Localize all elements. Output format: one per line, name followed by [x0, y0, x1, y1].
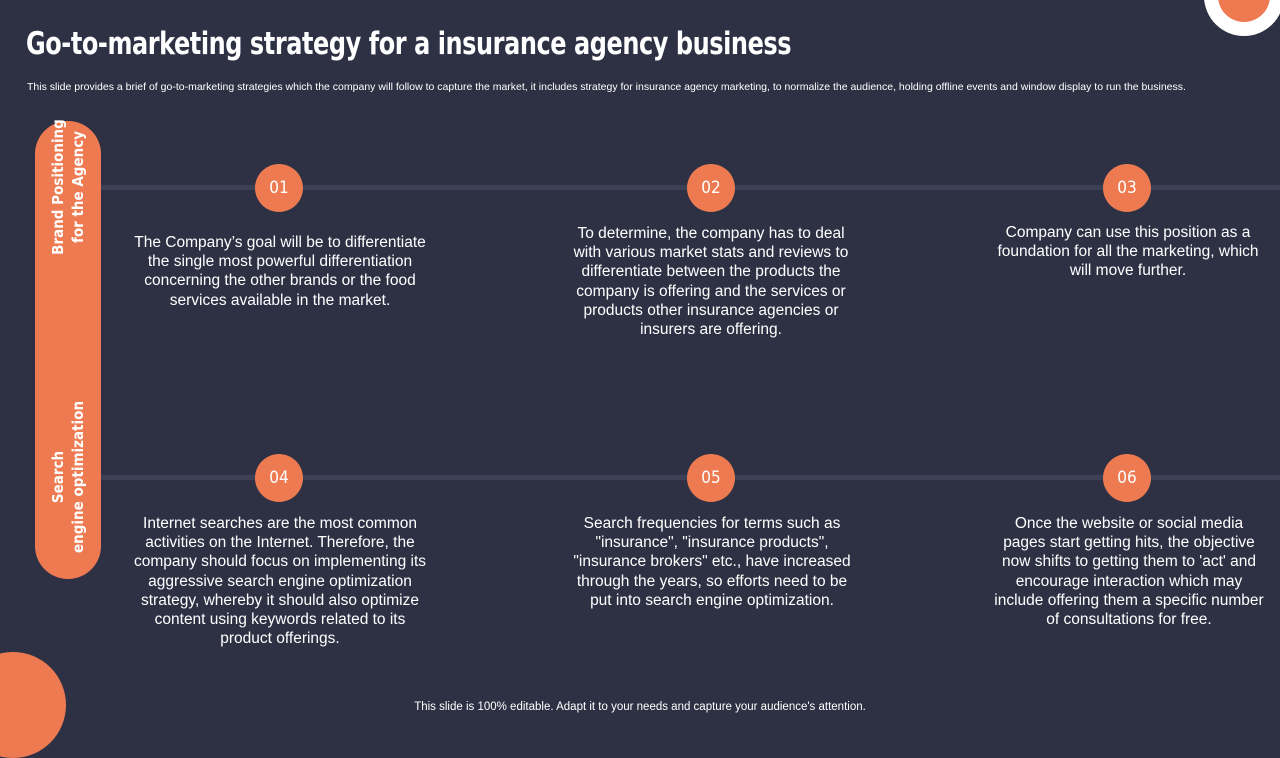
step-number-badge: 05: [687, 454, 735, 502]
slide-title: Go-to-marketing strategy for a insurance agency business: [26, 26, 792, 62]
slide-footer: This slide is 100% editable. Adapt it to your needs and capture your audience's attention.: [414, 701, 866, 713]
step-number-badge: 02: [687, 164, 735, 212]
step-description: Company can use this position as a foundation for all the marketing, which will move further.: [997, 224, 1259, 280]
top-right-circle-decoration: [1218, 0, 1270, 22]
step-number-badge: 06: [1103, 454, 1151, 502]
step-description: Internet searches are the most common activities on the Internet. Therefore, the company should focus on implementing its aggressive search engine optimization strategy, whereby it should also optimize content using keywords related to its product offerings.: [133, 515, 427, 648]
step-number-badge: 03: [1103, 164, 1151, 212]
step-description: Once the website or social media pages start getting hits, the objective now shifts to getting them to 'act' and encourage interaction which may include offering them a specific number of consultations for free.: [994, 515, 1264, 629]
step-number-badge: 04: [255, 454, 303, 502]
step-number-badge: 01: [255, 164, 303, 212]
step-description: Search frequencies for terms such as "insurance", "insurance products", "insurance brokers" etc., have increased through the years, so efforts need to be put into search engine optimization.: [573, 515, 851, 609]
slide-subtitle: This slide provides a brief of go-to-marketing strategies which the company will follow to capture the market, it includes strategy for insurance agency marketing, to normalize the audience, holding offline events and window display to run the business.: [27, 81, 1186, 93]
step-description: To determine, the company has to deal with various market stats and reviews to differentiate between the products the company is offering and the services or products other insurance agencies or insurers are offering.: [573, 225, 849, 339]
top-right-ring-decoration: [1204, 0, 1280, 36]
step-description: The Company’s goal will be to differentiate the single most powerful differentiation concerning the other brands or the food services available in the market.: [134, 234, 426, 309]
section-label-pill: Brand Positioning for the Agency Search engine optimization: [35, 121, 101, 579]
